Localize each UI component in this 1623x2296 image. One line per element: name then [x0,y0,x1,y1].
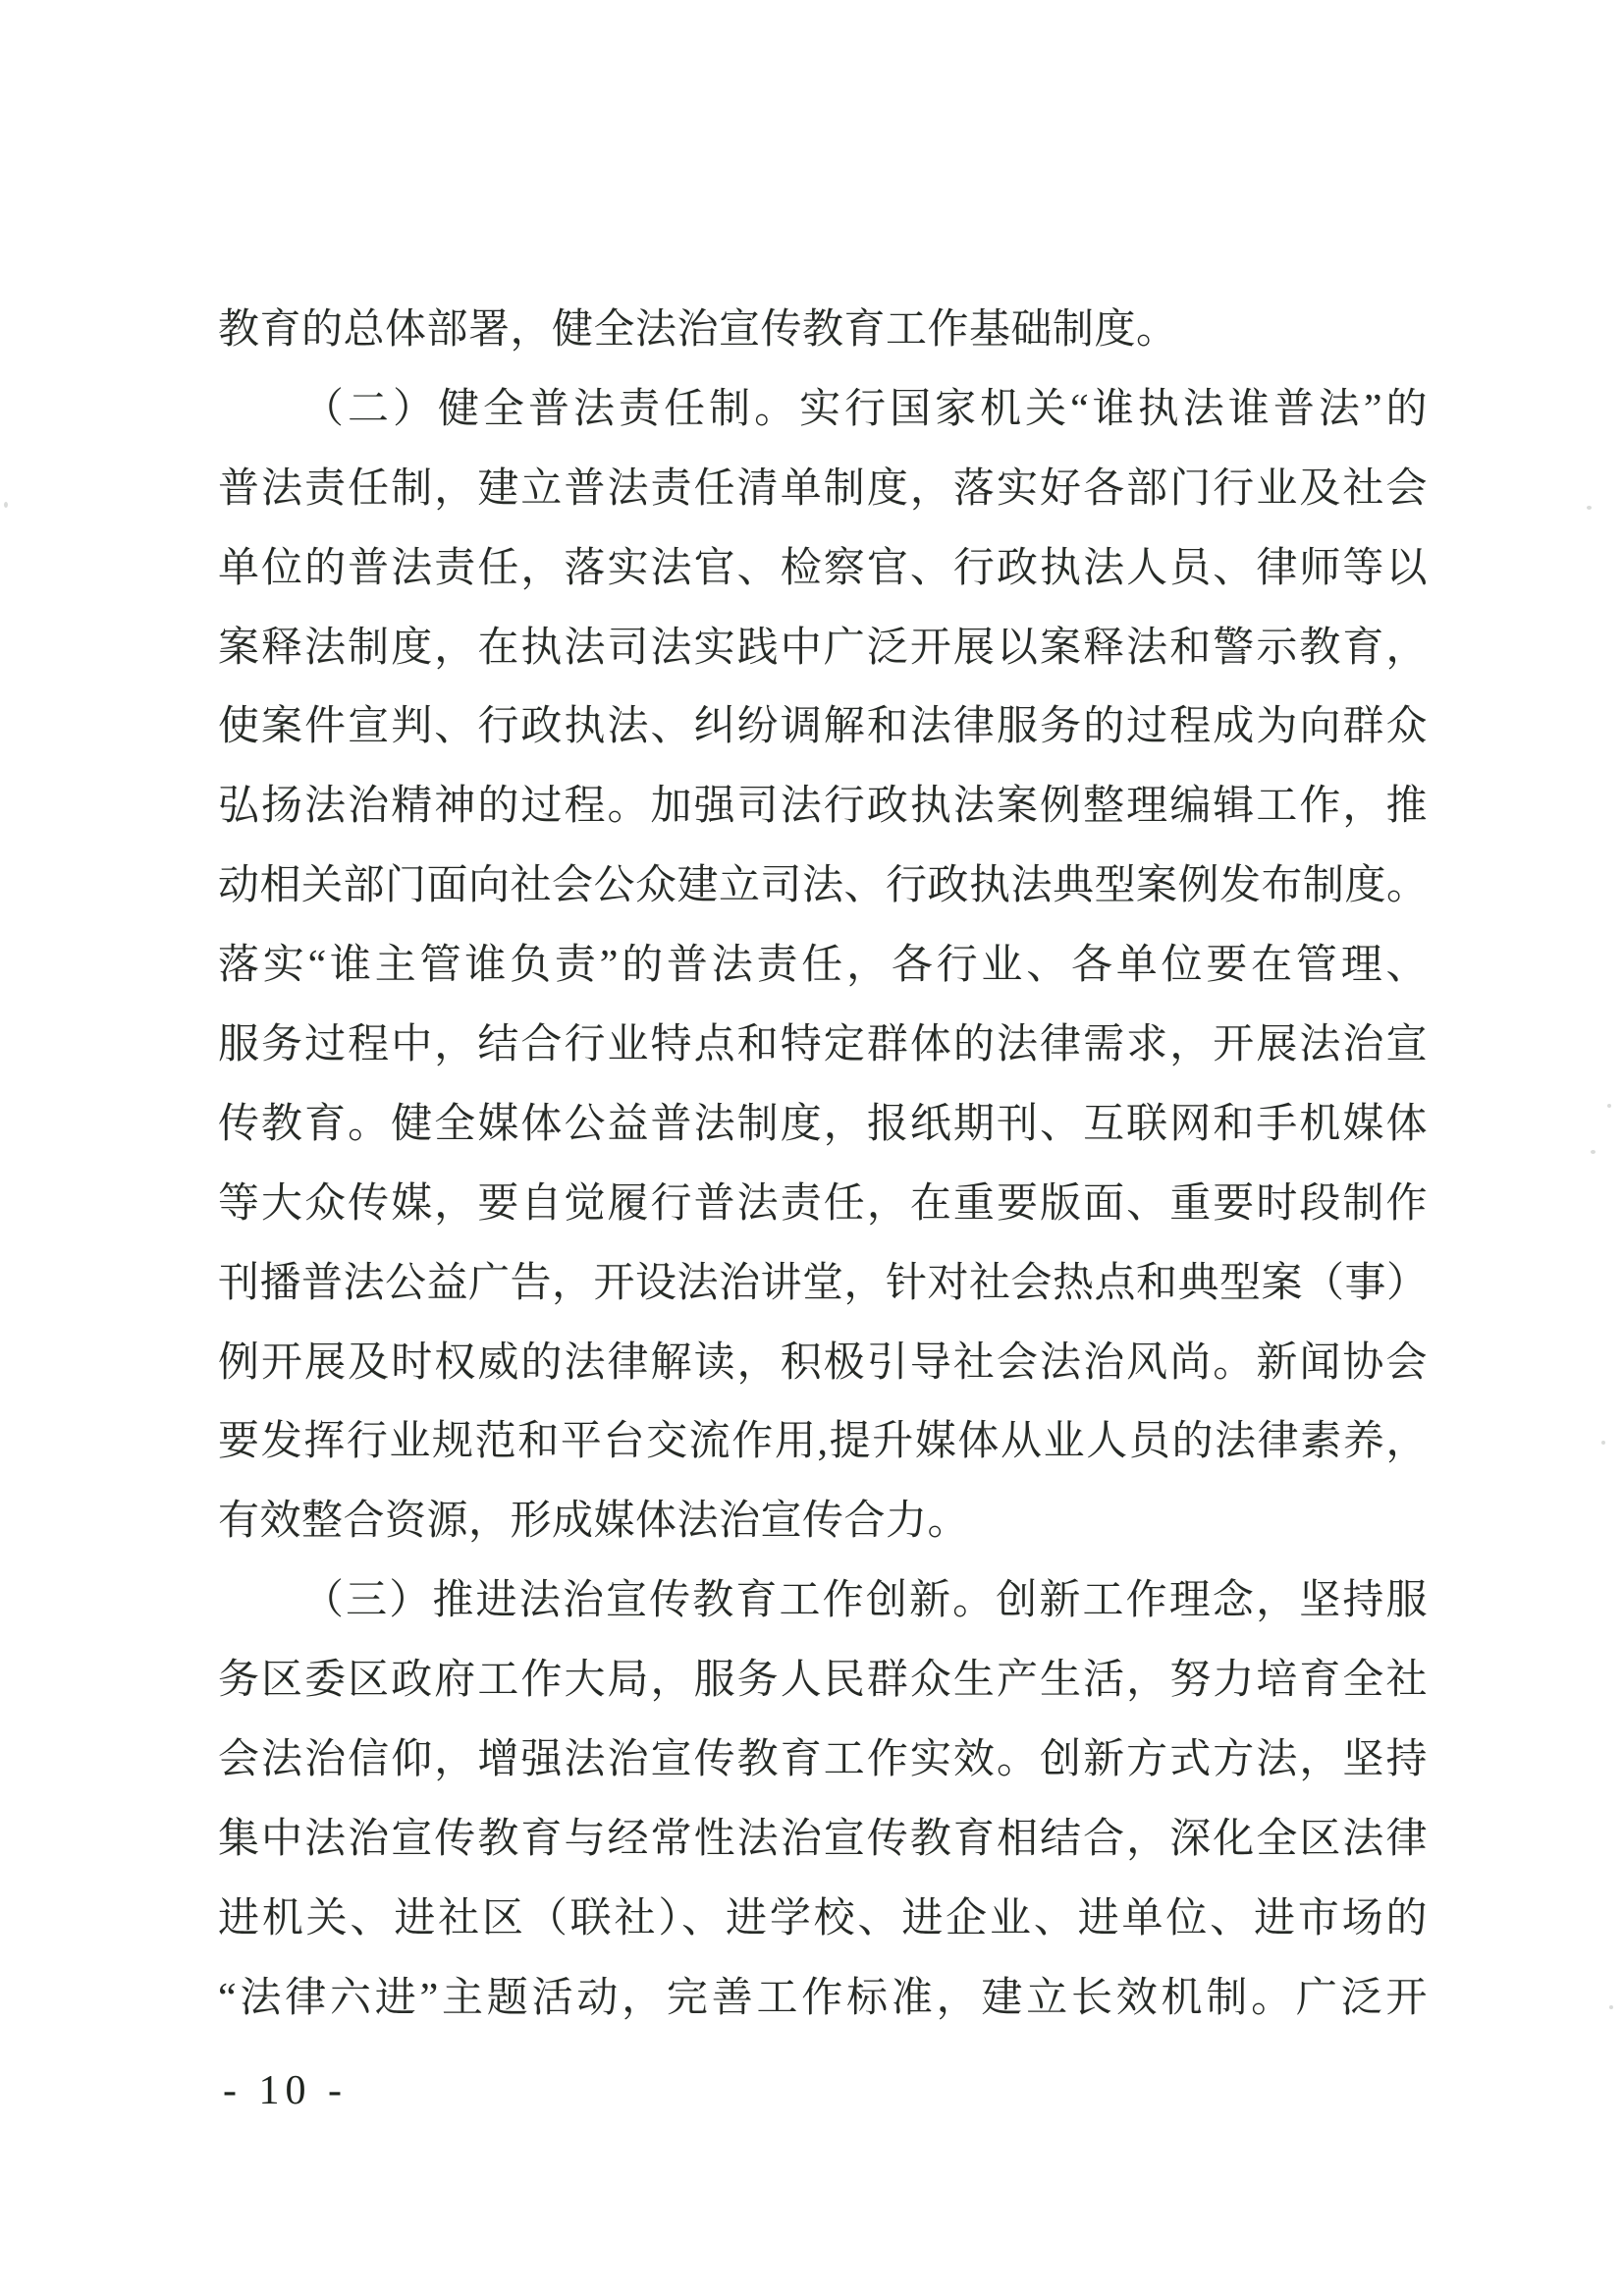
text-line: 有效整合资源，形成媒体法治宣传合力。 [218,1499,970,1545]
text-line: 传教育。健全媒体公益普法制度，报纸期刊、互联网和手机媒体 [218,1101,1428,1147]
text-line: 使案件宣判、行政执法、纠纷调解和法律服务的过程成为向群众 [218,704,1428,750]
scan-speck [1591,1150,1596,1154]
text-line: “法律六进”主题活动，完善工作标准，建立长效机制。广泛开 [218,1975,1428,2021]
text-line: （二）健全普法责任制。实行国家机关“谁执法谁普法”的 [302,386,1428,432]
scan-speck [1607,1104,1611,1108]
text-line: 会法治信仰，增强法治宣传教育工作实效。创新方式方法，坚持 [218,1737,1428,1783]
document-body [218,291,1428,2039]
scan-speck [1601,1441,1605,1445]
text-line: 案释法制度，在执法司法实践中广泛开展以案释法和警示教育， [218,625,1428,671]
scan-speck [1609,2005,1613,2009]
text-line: 务区委区政府工作大局，服务人民群众生产生活，努力培育全社 [218,1658,1428,1704]
scan-speck [4,502,8,508]
text-line: 弘扬法治精神的过程。加强司法行政执法案例整理编辑工作，推 [218,784,1428,830]
text-line: 动相关部门面向社会公众建立司法、行政执法典型案例发布制度。 [218,863,1429,909]
text-line: 进机关、进社区（联社）、进学校、进企业、进单位、进市场的 [218,1895,1428,1941]
text-line: 刊播普法公益广告，开设法治讲堂，针对社会热点和典型案（事） [218,1260,1429,1306]
text-line: 落实“谁主管谁负责”的普法责任，各行业、各单位要在管理、 [218,943,1428,989]
text-line: 普法责任制，建立普法责任清单制度，落实好各部门行业及社会 [218,465,1428,512]
text-line: 等大众传媒，要自觉履行普法责任，在重要版面、重要时段制作 [218,1180,1428,1227]
text-line: 要发挥行业规范和平台交流作用,提升媒体从业人员的法律素养， [218,1419,1428,1465]
text-line: 例开展及时权威的法律解读，积极引导社会法治风尚。新闻协会 [218,1339,1428,1386]
text-line: （三）推进法治宣传教育工作创新。创新工作理念，坚持服 [302,1578,1428,1624]
text-line: 服务过程中，结合行业特点和特定群体的法律需求，开展法治宣 [218,1022,1428,1068]
text-line: 集中法治宣传教育与经常性法治宣传教育相结合，深化全区法律 [218,1816,1428,1862]
text-line: 教育的总体部署，健全法治宣传教育工作基础制度。 [218,307,1178,353]
text-line: 单位的普法责任，落实法官、检察官、行政执法人员、律师等以 [218,545,1428,591]
scan-speck [1587,506,1592,510]
page-number: - 10 - [223,2068,348,2113]
